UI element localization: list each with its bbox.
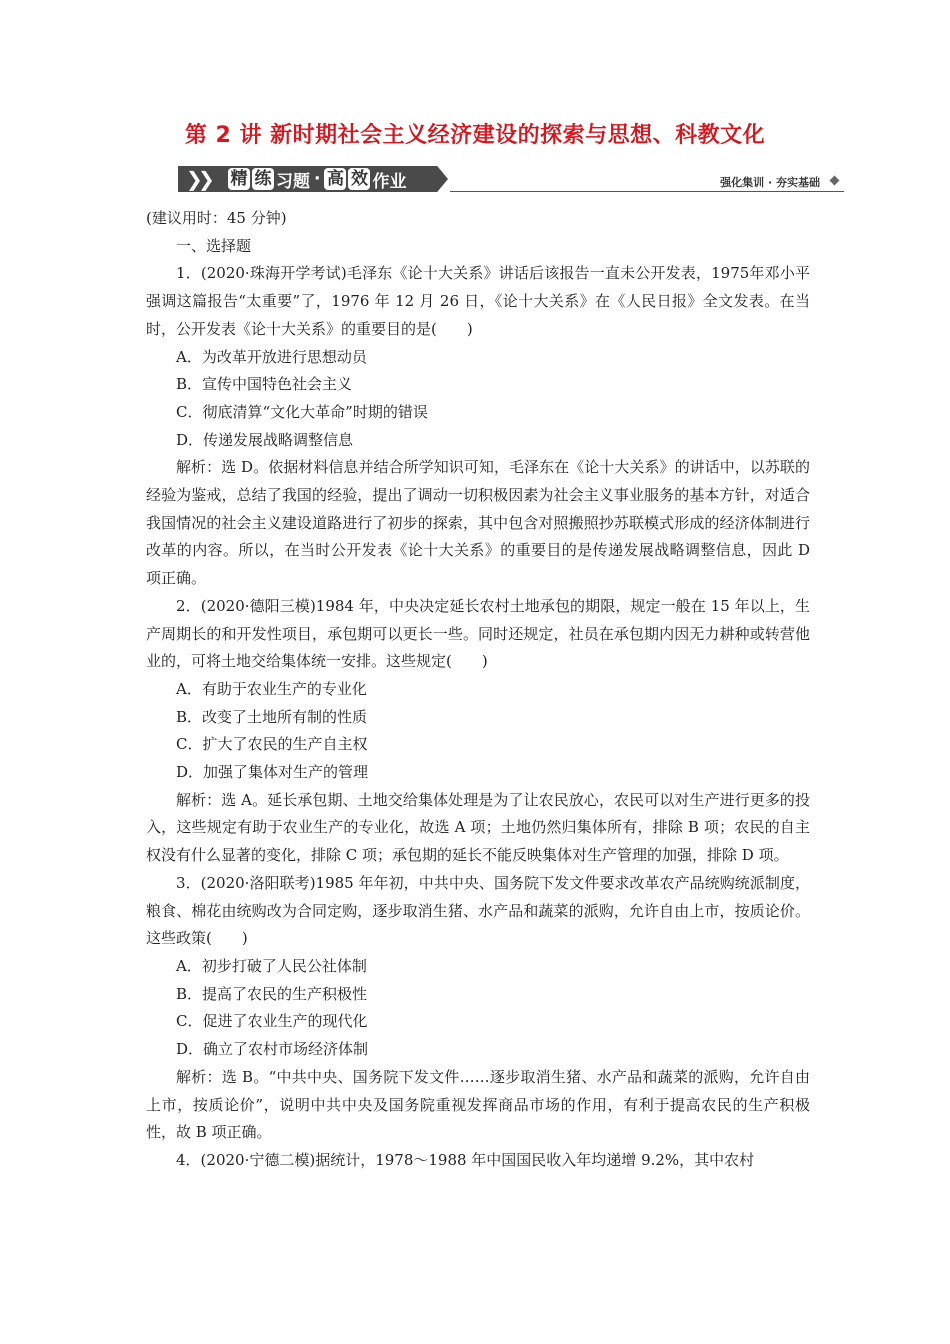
- answer-option: A．为改革开放进行思想动员: [176, 347, 367, 366]
- answer-option: A．有助于农业生产的专业化: [176, 679, 367, 698]
- banner-char: 高: [324, 168, 346, 190]
- answer-option: C．彻底清算“文化大革命”时期的错误: [176, 402, 428, 421]
- analysis-text: 解析：选 B。“中共中央、国务院下发文件……逐步取消生猪、水产品和蔬菜的派购，允许自由上市，按质论价”，说明中共中央及国务院重视发挥商品市场的作用，有利于提高农民的生产积极性，故 B 项正确。: [146, 1067, 810, 1142]
- banner-char: 精: [228, 168, 250, 190]
- question-stem: 2．(2020·德阳三模)1984 年，中央决定延长农村土地承包的期限，规定一般在 15 年以上，生产周期长的和开发性项目，承包期可以更长一些。同时还规定，社员在承包期内因无力耕种或转营他业的，可将土地交给集体统一安排。这些规定( ): [146, 596, 810, 671]
- answer-option: B．改变了土地所有制的性质: [176, 707, 368, 726]
- banner-char: 效: [348, 168, 370, 190]
- answer-option: A．初步打破了人民公社体制: [176, 956, 367, 975]
- banner-rule: [450, 191, 844, 192]
- question-stem: 4．(2020·宁德二模)据统计，1978～1988 年中国国民收入年均递增 9.2%，其中农村: [176, 1150, 755, 1169]
- banner-char: 练: [252, 168, 274, 190]
- chevron-right-icon: ❯: [198, 167, 215, 191]
- worksheet-body: [146, 205, 810, 1175]
- banner-char: 作业: [372, 171, 407, 192]
- banner-char: 习题: [276, 171, 310, 192]
- page-title: 第 2 讲 新时期社会主义经济建设的探索与思想、科教文化: [184, 123, 766, 148]
- banner-subtitle: 强化集训 · 夯实基础: [720, 176, 820, 189]
- answer-option: C．扩大了农民的生产自主权: [176, 735, 368, 754]
- chevron-right-icon: ❯: [186, 167, 203, 191]
- time-hint: (建议用时：45 分钟): [146, 209, 287, 227]
- answer-option: B．宣传中国特色社会主义: [176, 375, 353, 394]
- answer-option: D．确立了农村市场经济体制: [176, 1040, 369, 1059]
- question-stem: 1．(2020·珠海开学考试)毛泽东《论十大关系》讲话后该报告一直未公开发表，1975年邓小平强调这篇报告“太重要”了，1976 年 12 月 26 日，《论十大关系》在《人民日报》全文发表。在当时，公开发表《论十大关系》的重要目的是( ): [146, 264, 810, 338]
- question-stem: 3．(2020·洛阳联考)1985 年年初，中共中央、国务院下发文件要求改革农产品统购统派制度，粮食、棉花由统购改为合同定购，逐步取消生猪、水产品和蔬菜的派购，允许自由上市，按质论价。这些政策( ): [146, 873, 810, 948]
- answer-option: D．传递发展战略调整信息: [176, 430, 354, 449]
- analysis-text: 解析：选 D。依据材料信息并结合所学知识可知，毛泽东在《论十大关系》的讲话中，以苏联的经验为鉴戒，总结了我国的经验，提出了调动一切积极因素为社会主义事业服务的基本方针，对适合我国情况的社会主义建设道路进行了初步的探索，其中包含对照搬照抄苏联模式形成的经济体制进行改革的内容。所以，在当时公开发表《论十大关系》的重要目的是传递发展战略调整信息，因此 D 项正确。: [146, 458, 810, 588]
- answer-option: D．加强了集体对生产的管理: [176, 763, 369, 782]
- section-banner: [178, 162, 844, 196]
- diamond-icon: [830, 176, 840, 186]
- section-heading: 一、选择题: [176, 236, 252, 255]
- analysis-text: 解析：选 A。延长承包期、土地交给集体处理是为了让农民放心，农民可以对生产进行更多的投入，这些规定有助于农业生产的专业化，故选 A 项；土地仍然归集体所有，排除 B 项；农民的自主权没有什么显著的变化，排除 C 项；承包期的延长不能反映集体对生产管理的加强，排除 D 项。: [146, 790, 810, 865]
- banner-heading: [228, 167, 410, 191]
- banner-char: ·: [314, 169, 321, 189]
- answer-option: B．提高了农民的生产积极性: [176, 984, 368, 1003]
- answer-option: C．促进了农业生产的现代化: [176, 1012, 368, 1031]
